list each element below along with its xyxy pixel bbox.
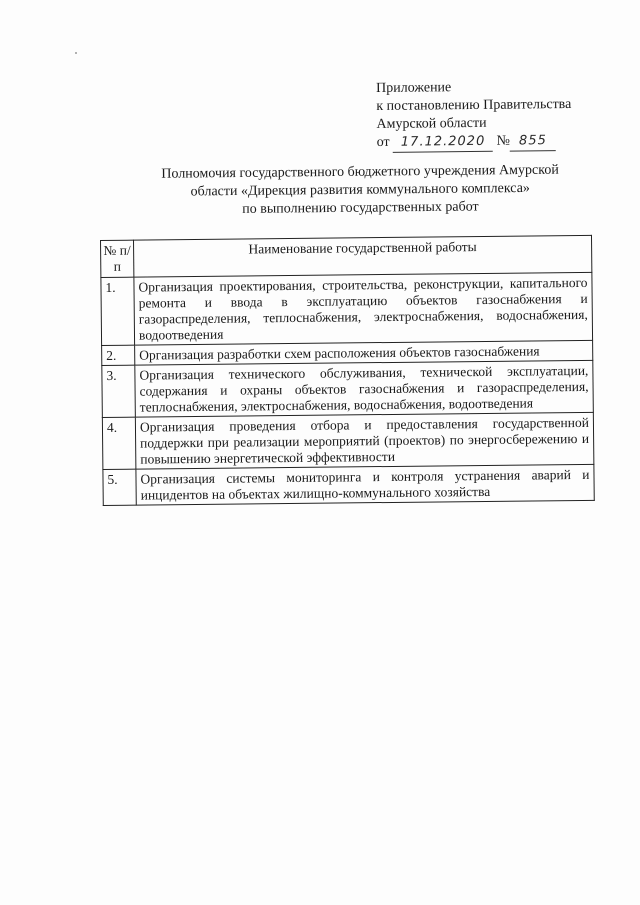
appendix-date-line — [377, 132, 572, 153]
row-work-name: Организация системы мониторинга и контроля устранения аварий и инцидентов на объектах жилищно-коммунального хозяйства — [136, 464, 594, 505]
handwritten-number: 855 — [510, 132, 556, 151]
row-work-name: Организация разработки схем расположения объектов газоснабжения — [135, 340, 593, 365]
header-number: № п/п — [101, 240, 134, 277]
header-work-name: Наименование государственной работы — [134, 235, 592, 277]
table-row — [102, 412, 594, 469]
appendix-region: Амурской области — [376, 115, 487, 132]
document-title — [140, 161, 581, 220]
title-line-1: Полномочия государственного бюджетного учреждения Амурской — [161, 162, 559, 182]
handwritten-date: 17.12.2020 — [393, 133, 493, 153]
table-row — [103, 464, 594, 505]
number-prefix: № — [496, 133, 511, 149]
table-row — [101, 272, 593, 345]
date-prefix: от — [376, 134, 390, 150]
row-number: 2. — [102, 345, 135, 365]
table-row — [102, 360, 594, 417]
appendix-block — [376, 78, 572, 153]
row-work-name: Организация проведения отбора и предоставления государственной поддержки при реализации мероприятий (проектов) по энергосбережению и повышению энергетической эффективности — [135, 412, 594, 469]
row-work-name: Организация технического обслуживания, технической эксплуатации, содержания и охраны объектов газоснабжения и газораспределения, теплоснабжения, электроснабжения, водоснабжения, водоотведения — [135, 360, 594, 417]
appendix-label: Приложение — [376, 80, 452, 96]
title-line-2: области «Дирекция развития коммунального комплекса» — [190, 180, 530, 200]
row-number: 3. — [102, 365, 136, 417]
scan-speck — [75, 52, 77, 54]
table-header-row — [101, 235, 592, 277]
row-number: 1. — [101, 277, 135, 345]
works-table — [100, 235, 595, 506]
works-table-wrapper — [100, 235, 595, 506]
row-work-name: Организация проектирования, строительства, реконструкции, капитального ремонта и ввода в эксплуатацию объектов газоснабжения и газораспределения, теплоснабжения, электроснабжения, водоснабжения, водоотведения — [134, 272, 593, 345]
row-number: 5. — [103, 469, 136, 505]
title-line-3: по выполнению государственных работ — [242, 199, 479, 217]
row-number: 4. — [102, 417, 136, 469]
appendix-resolution: к постановлению Правительства — [376, 96, 572, 114]
